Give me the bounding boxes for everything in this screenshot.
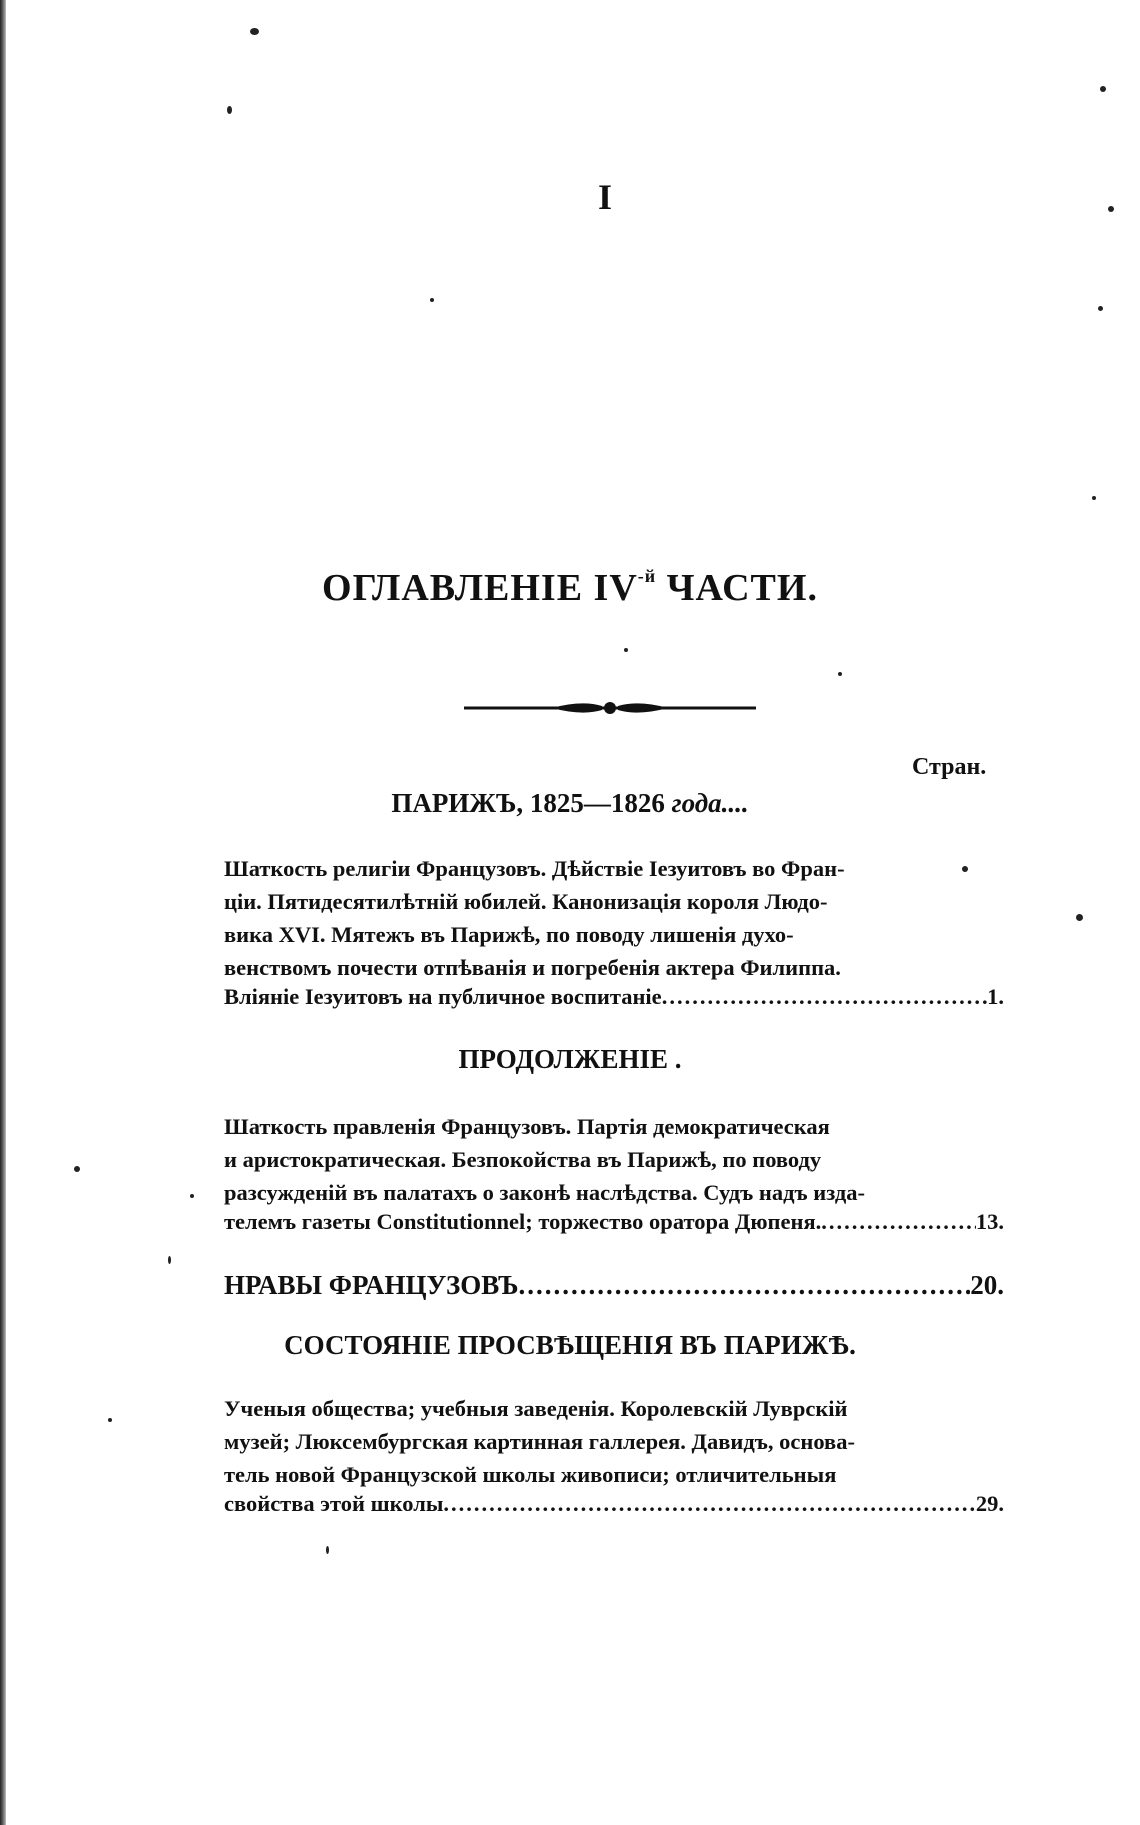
section-heading-text: ПАРИЖЪ, 1825—1826 (391, 788, 672, 818)
title-main: ОГЛАВЛЕНІЕ IV (322, 567, 638, 609)
print-speck (1100, 86, 1106, 92)
toc-page-number: 20. (970, 1270, 1004, 1300)
toc-entry-line: венствомъ почести отпѣванія и погребенія актера Филиппа. (224, 955, 841, 980)
toc-entry-last-line (224, 1491, 1004, 1517)
section-heading-manners: НРАВЫ ФРАНЦУЗОВЪ (224, 1270, 519, 1300)
page-number: I (598, 177, 613, 217)
section-heading-italic: года.... (671, 788, 749, 818)
toc-entry-line: Ученыя общества; учебныя заведенія. Королевскій Луврскій (224, 1396, 848, 1421)
dot-leader (518, 1270, 970, 1301)
section-heading-enlightenment: СОСТОЯНІЕ ПРОСВѢЩЕНІЯ ВЪ ПАРИЖѢ. (284, 1330, 856, 1360)
print-speck (1092, 496, 1096, 500)
dot-leader (821, 1209, 976, 1235)
print-speck (326, 1546, 329, 1554)
print-speck (1098, 306, 1103, 311)
toc-entry-manners (224, 1270, 1004, 1301)
section-heading-paris (0, 788, 1140, 819)
toc-entry-paris (224, 852, 1004, 984)
toc-page-number: 29. (975, 1491, 1004, 1516)
toc-entry-text: телемъ газеты Constitutionnel; торжество оратора Дюпеня. (224, 1209, 822, 1234)
dot-leader (662, 984, 987, 1010)
print-speck (430, 298, 434, 302)
page-title (0, 566, 1140, 610)
toc-entry-text: свойства этой школы (224, 1491, 444, 1516)
dot-leader (443, 1491, 975, 1517)
toc-entry-last-line (224, 1209, 1004, 1235)
toc-entry-line: вика XVI. Мятежъ въ Парижѣ, по поводу лишенія духо- (224, 922, 794, 947)
title-superscript: -й (637, 566, 657, 587)
toc-entry-last-line (224, 984, 1004, 1010)
print-speck (190, 1194, 194, 1198)
print-speck (108, 1418, 112, 1422)
toc-page-number: 13. (975, 1209, 1004, 1234)
page-column-label: Стран. (912, 754, 987, 780)
toc-entry-line: ціи. Пятидесятилѣтній юбилей. Канонизація короля Людо- (224, 889, 828, 914)
print-speck (168, 1256, 171, 1264)
print-speck (74, 1166, 80, 1172)
toc-entry-continuation (224, 1110, 1004, 1209)
print-speck (838, 672, 842, 676)
section-heading-continuation: ПРОДОЛЖЕНІЕ . (458, 1044, 682, 1074)
toc-entry-enlightenment (224, 1392, 1004, 1491)
ornament-divider (462, 694, 758, 722)
toc-entry-text: Вліяніе Іезуитовъ на публичное воспитаніе (224, 984, 662, 1009)
title-end: ЧАСТИ. (656, 567, 818, 609)
toc-entry-line: Шаткость религіи Французовъ. Дѣйствіе Іезуитовъ во Фран- (224, 856, 845, 881)
print-speck (1076, 914, 1083, 921)
toc-entry-line: музей; Люксембургская картинная галлерея. Давидъ, основа- (224, 1429, 855, 1454)
toc-entry-line: Шаткость правленія Французовъ. Партія демократическая (224, 1114, 830, 1139)
print-speck (250, 28, 259, 35)
toc-entry-line: разсужденій въ палатахъ о законѣ наслѣдства. Судъ надъ изда- (224, 1180, 865, 1205)
toc-page-number: 1. (987, 984, 1004, 1009)
print-speck (1108, 206, 1114, 212)
page-edge-shadow (0, 0, 6, 1825)
print-speck (227, 106, 232, 114)
print-speck (624, 648, 628, 652)
toc-entry-line: и аристократическая. Безпокойства въ Парижѣ, по поводу (224, 1147, 822, 1172)
toc-entry-line: тель новой Французской школы живописи; отличительныя (224, 1462, 837, 1487)
